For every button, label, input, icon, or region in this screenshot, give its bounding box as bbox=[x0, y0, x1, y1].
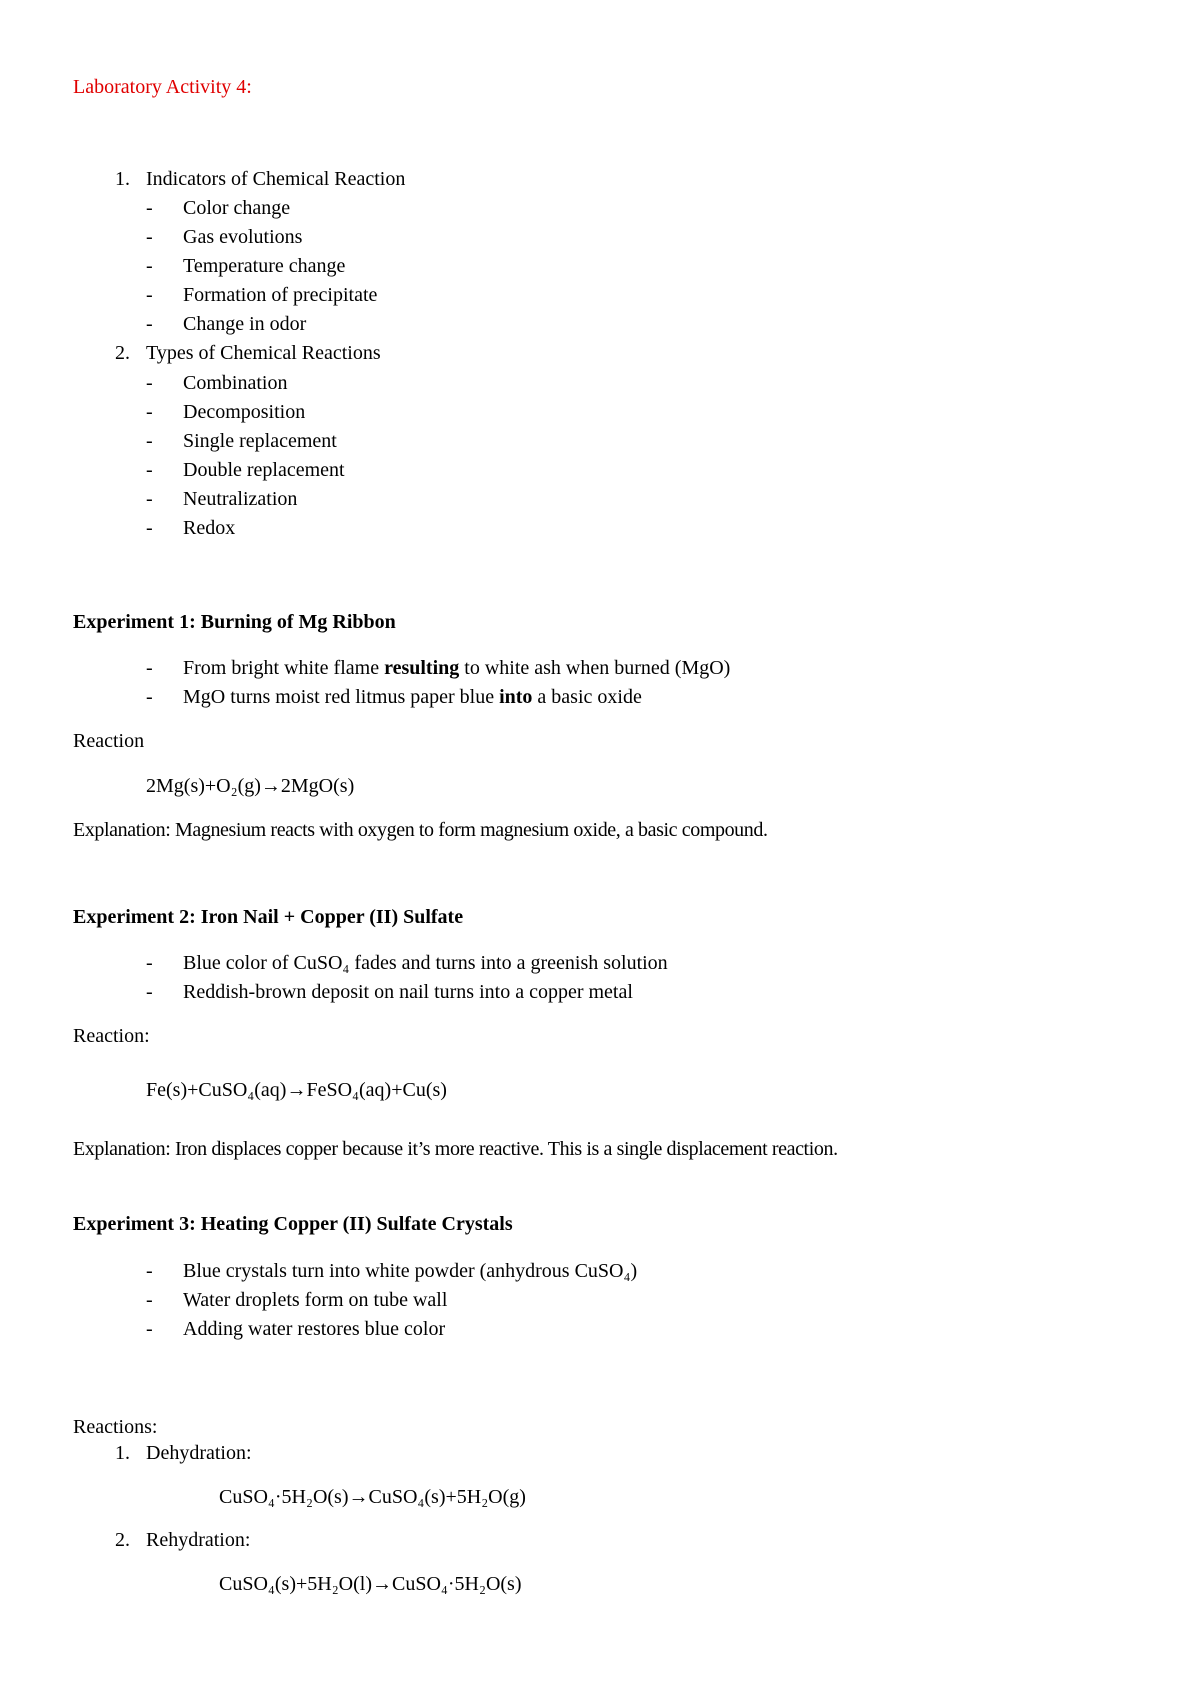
experiment-1-bullet-2 bbox=[183, 684, 642, 710]
bullet-dash: - bbox=[146, 313, 153, 335]
list-item: Change in odor bbox=[183, 313, 307, 335]
list-item: Blue color of CuSO₄ fades and turns into a greenish solution bbox=[183, 952, 668, 974]
bullet-dash: - bbox=[146, 1318, 153, 1340]
bullet-dash: - bbox=[146, 255, 153, 277]
list-item: Color change bbox=[183, 197, 291, 219]
bullet-dash: - bbox=[146, 1260, 153, 1282]
experiment-3-heading: Experiment 3: Heating Copper (II) Sulfate Crystals bbox=[73, 1213, 513, 1235]
list-item: Water droplets form on tube wall bbox=[183, 1289, 448, 1311]
experiment-1-bullet-1 bbox=[183, 655, 730, 681]
bullet-dash: - bbox=[146, 226, 153, 248]
equation: CuSO₄·5H₂O(s)→CuSO₄(s)+5H₂O(g) bbox=[219, 1486, 526, 1508]
list-number: 1. bbox=[115, 168, 130, 190]
bullet-dash: - bbox=[146, 401, 153, 423]
list-item: Combination bbox=[183, 372, 288, 394]
list-item: Gas evolutions bbox=[183, 226, 303, 248]
text-segment: MgO turns moist red litmus paper blue bbox=[183, 686, 500, 708]
bullet-dash: - bbox=[146, 284, 153, 306]
text-segment: to white ash when burned (MgO) bbox=[459, 657, 731, 679]
list-item: Blue crystals turn into white powder (anhydrous CuSO₄) bbox=[183, 1260, 638, 1282]
bullet-dash: - bbox=[146, 952, 153, 974]
bold-text: resulting bbox=[384, 657, 460, 679]
bullet-dash: - bbox=[146, 981, 153, 1003]
equation: Fe(s)+CuSO₄(aq)→FeSO₄(aq)+Cu(s) bbox=[146, 1079, 447, 1101]
reaction-label: Reaction bbox=[73, 730, 145, 752]
bullet-dash: - bbox=[146, 1289, 153, 1311]
step-label: Rehydration: bbox=[146, 1529, 251, 1551]
bullet-dash: - bbox=[146, 372, 153, 394]
list-item: Redox bbox=[183, 517, 236, 539]
text-segment: From bright white flame bbox=[183, 657, 385, 679]
bullet-dash: - bbox=[146, 657, 153, 679]
list-item: Formation of precipitate bbox=[183, 284, 378, 306]
reactions-label: Reactions: bbox=[73, 1416, 158, 1438]
text-segment: a basic oxide bbox=[532, 686, 642, 708]
bullet-dash: - bbox=[146, 459, 153, 481]
experiment-1-heading: Experiment 1: Burning of Mg Ribbon bbox=[73, 611, 396, 633]
list-item: Reddish-brown deposit on nail turns into a copper metal bbox=[183, 981, 633, 1003]
bullet-dash: - bbox=[146, 197, 153, 219]
step-label: Dehydration: bbox=[146, 1442, 252, 1464]
explanation: Explanation: Magnesium reacts with oxygen to form magnesium oxide, a basic compound. bbox=[73, 819, 768, 841]
list-item: Adding water restores blue color bbox=[183, 1318, 446, 1340]
reaction-label: Reaction: bbox=[73, 1025, 150, 1047]
list-item: Single replacement bbox=[183, 430, 337, 452]
list-item: Neutralization bbox=[183, 488, 298, 510]
bullet-dash: - bbox=[146, 430, 153, 452]
list-number: 2. bbox=[115, 342, 130, 364]
equation: 2Mg(s)+O₂(g)→2MgO(s) bbox=[146, 775, 355, 797]
explanation: Explanation: Iron displaces copper because it’s more reactive. This is a single displacement reaction. bbox=[73, 1138, 838, 1160]
document-title: Laboratory Activity 4: bbox=[73, 76, 252, 98]
bullet-dash: - bbox=[146, 686, 153, 708]
list-item: Decomposition bbox=[183, 401, 306, 423]
bullet-dash: - bbox=[146, 517, 153, 539]
bold-text: into bbox=[499, 686, 533, 708]
list-item: Temperature change bbox=[183, 255, 346, 277]
experiment-2-heading: Experiment 2: Iron Nail + Copper (II) Sulfate bbox=[73, 906, 464, 928]
list-item: Double replacement bbox=[183, 459, 345, 481]
list-number: 2. bbox=[115, 1529, 130, 1551]
list-number: 1. bbox=[115, 1442, 130, 1464]
list-heading: Types of Chemical Reactions bbox=[146, 342, 381, 364]
bullet-dash: - bbox=[146, 488, 153, 510]
list-heading: Indicators of Chemical Reaction bbox=[146, 168, 406, 190]
equation: CuSO₄(s)+5H₂O(l)→CuSO₄·5H₂O(s) bbox=[219, 1573, 522, 1595]
